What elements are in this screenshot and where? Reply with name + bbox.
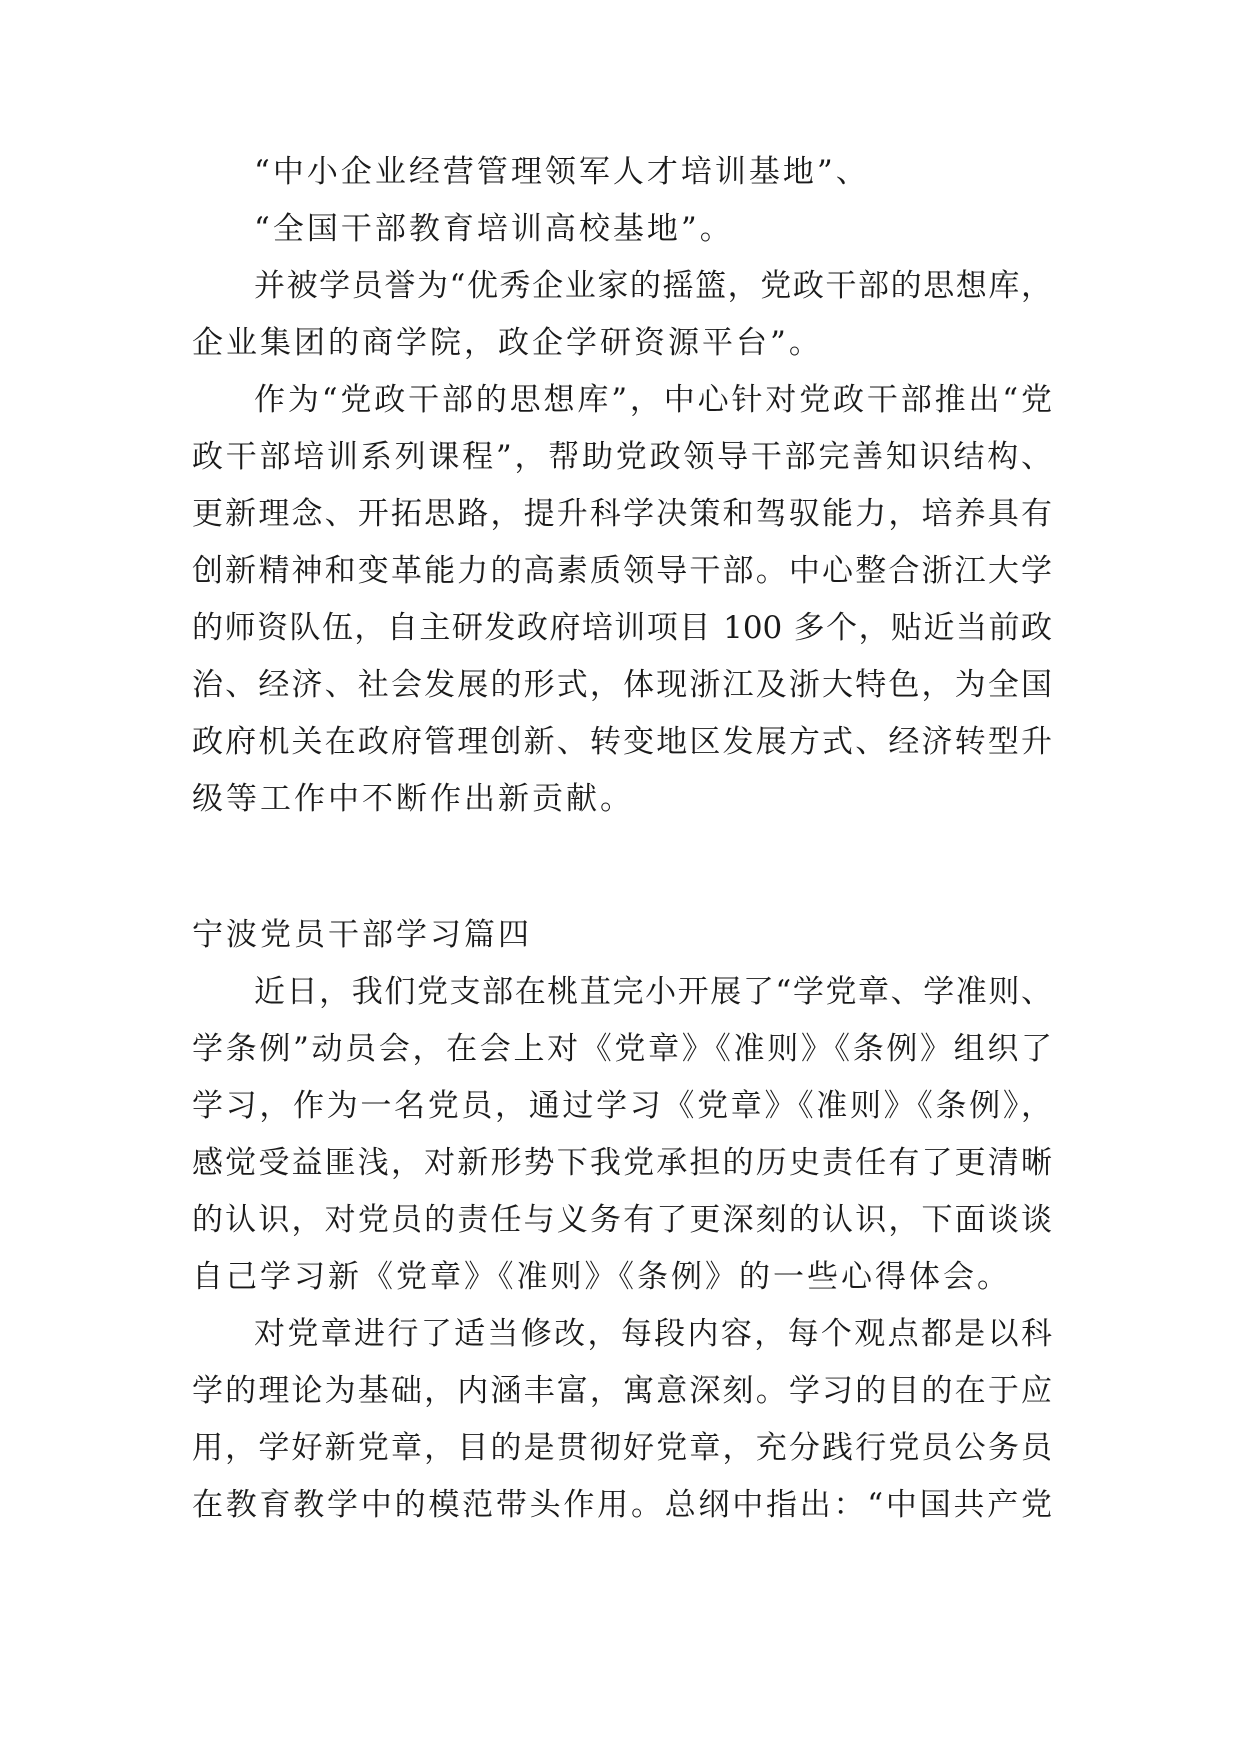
paragraph-line: 近日，我们党支部在桃苴完小开展了“学党章、学准则、 (254, 974, 1052, 1010)
paragraph-line: 学习，作为一名党员，通过学习《党章》《准则》《条例》， (192, 1088, 1052, 1124)
paragraph-line: 治、经济、社会发展的形式，体现浙江及浙大特色，为全国 (192, 667, 1052, 703)
paragraph-line: “全国干部教育培训高校基地”。 (254, 211, 734, 247)
paragraph-line: 级等工作中不断作出新贡献。 (192, 781, 634, 817)
paragraph-line: 感觉受益匪浅，对新形势下我党承担的历史责任有了更清晰 (192, 1145, 1052, 1181)
paragraph-line: 更新理念、开拓思路，提升科学决策和驾驭能力，培养具有 (192, 496, 1052, 532)
paragraph-line: 对党章进行了适当修改，每段内容，每个观点都是以科 (254, 1316, 1052, 1352)
paragraph-line: 在教育教学中的模范带头作用。总纲中指出：“中国共产党 (192, 1487, 1052, 1523)
paragraph-line: 作为“党政干部的思想库”，中心针对党政干部推出“党 (254, 382, 1052, 418)
paragraph-line: 创新精神和变革能力的高素质领导干部。中心整合浙江大学 (192, 553, 1052, 589)
paragraph-line: 企业集团的商学院，政企学研资源平台”。 (192, 325, 823, 361)
paragraph-line: 的认识，对党员的责任与义务有了更深刻的认识，下面谈谈 (192, 1202, 1052, 1238)
paragraph-line: 的师资队伍，自主研发政府培训项目 100 多个，贴近当前政 (192, 610, 1052, 646)
paragraph-line: “中小企业经营管理领军人才培训基地”、 (254, 154, 870, 190)
paragraph-line: 并被学员誉为“优秀企业家的摇篮，党政干部的思想库， (254, 268, 1052, 304)
paragraph-line: 政干部培训系列课程”，帮助党政领导干部完善知识结构、 (192, 439, 1052, 475)
paragraph-line: 政府机关在政府管理创新、转变地区发展方式、经济转型升 (192, 724, 1052, 760)
paragraph-line: 自己学习新《党章》《准则》《条例》的一些心得体会。 (192, 1259, 1011, 1295)
paragraph-line: 用，学好新党章，目的是贯彻好党章，充分践行党员公务员 (192, 1430, 1052, 1466)
paragraph-line: 学的理论为基础，内涵丰富，寓意深刻。学习的目的在于应 (192, 1373, 1052, 1409)
paragraph-line: 学条例”动员会，在会上对《党章》《准则》《条例》组织了 (192, 1031, 1052, 1067)
document-page (192, 0, 1052, 1754)
section-heading: 宁波党员干部学习篇四 (192, 917, 532, 953)
